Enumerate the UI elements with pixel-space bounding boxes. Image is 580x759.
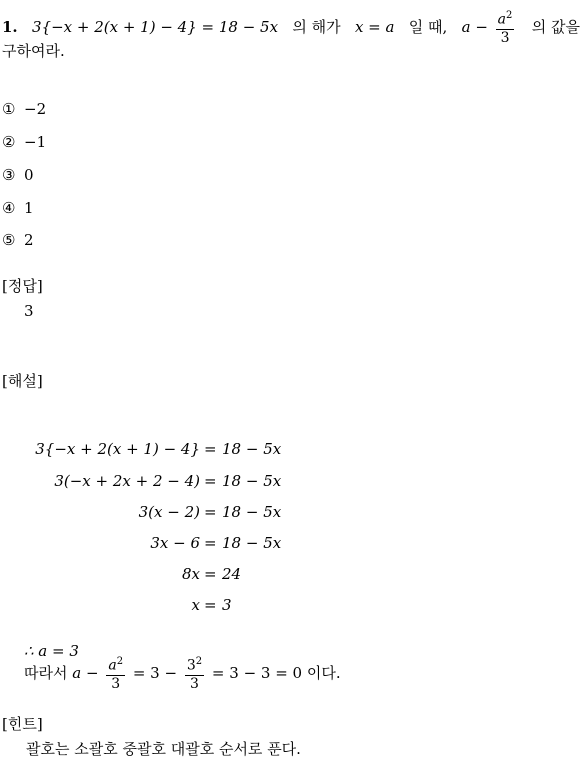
choice-mark: ③ — [2, 166, 16, 184]
choice-4[interactable] — [2, 199, 34, 217]
therefore-line: ∴ a = 3 — [24, 642, 79, 660]
fraction-denominator: 3 — [500, 30, 510, 47]
choice-5[interactable] — [2, 231, 34, 249]
step-lhs: 3(x − 2) — [138, 503, 200, 521]
step-rhs: 18 − 5x — [222, 534, 282, 552]
question-equation: 3{−x + 2(x + 1) − 4} = 18 − 5x — [31, 18, 279, 37]
conclusion-expression: a − — [72, 664, 99, 683]
choice-mark: ⑤ — [2, 231, 16, 249]
step-lhs: x — [191, 596, 200, 614]
choice-value: 0 — [24, 166, 34, 184]
hint-text: 괄호는 소괄호 중괄호 대괄호 순서로 푼다. — [26, 740, 301, 758]
choice-value: −2 — [24, 100, 47, 118]
step-rhs: 18 − 5x — [222, 440, 282, 458]
equals-sign: = — [204, 503, 217, 521]
equals-sign: = — [204, 440, 217, 458]
choice-mark: ① — [2, 100, 16, 118]
question-number: 1. — [2, 18, 18, 37]
step-lhs: 3(−x + 2x + 2 − 4) — [54, 472, 200, 490]
question-condition: x = a — [354, 18, 395, 37]
step-rhs: 18 − 5x — [222, 503, 282, 521]
question-expression: a − — [461, 18, 488, 37]
fraction-numerator: a — [497, 11, 507, 28]
conclusion-line — [24, 656, 341, 692]
conclusion-suffix: 이다. — [306, 664, 341, 683]
fraction-denominator: 3 — [111, 676, 121, 693]
conclusion-expression: = 3 − 3 = 0 — [211, 664, 303, 683]
question-text: 의 해가 — [292, 18, 341, 37]
equals-sign: = — [204, 472, 217, 490]
choice-2[interactable] — [2, 133, 46, 151]
conclusion-expression: = 3 − — [132, 664, 178, 683]
choice-value: 2 — [24, 231, 34, 249]
choice-value: 1 — [24, 199, 34, 217]
step-rhs: 18 − 5x — [222, 472, 282, 490]
fraction-exponent: 2 — [116, 656, 124, 667]
choice-mark: ② — [2, 133, 16, 151]
fraction-denominator: 3 — [190, 676, 199, 693]
solution-heading: [해설] — [2, 372, 43, 390]
step-lhs: 3x − 6 — [150, 534, 200, 552]
question-text: 일 때, — [408, 18, 448, 37]
question-line — [2, 10, 580, 46]
step-lhs: 3{−x + 2(x + 1) − 4} — [35, 440, 200, 458]
choice-value: −1 — [24, 133, 47, 151]
conclusion-fraction-2 — [185, 656, 204, 692]
step-lhs: 8x — [181, 565, 200, 583]
equals-sign: = — [204, 565, 217, 583]
hint-heading: [힌트] — [2, 715, 43, 733]
choice-1[interactable] — [2, 100, 46, 118]
step-rhs: 3 — [222, 596, 232, 614]
fraction-numerator: a — [108, 657, 117, 674]
fraction-exponent: 2 — [195, 656, 203, 667]
conclusion-prefix: 따라서 — [24, 664, 68, 683]
fraction-numerator: 3 — [186, 657, 196, 674]
question-text: 의 값을 — [531, 18, 580, 37]
answer-heading: [정답] — [2, 277, 43, 295]
step-rhs: 24 — [222, 565, 242, 583]
question-fraction — [496, 10, 515, 46]
equals-sign: = — [204, 534, 217, 552]
choice-mark: ④ — [2, 199, 16, 217]
answer-value: 3 — [24, 302, 34, 320]
equals-sign: = — [204, 596, 217, 614]
question-line-2: 구하여라. — [2, 42, 65, 60]
choice-3[interactable] — [2, 166, 34, 184]
conclusion-fraction-1 — [106, 656, 125, 692]
fraction-exponent: 2 — [506, 10, 513, 21]
